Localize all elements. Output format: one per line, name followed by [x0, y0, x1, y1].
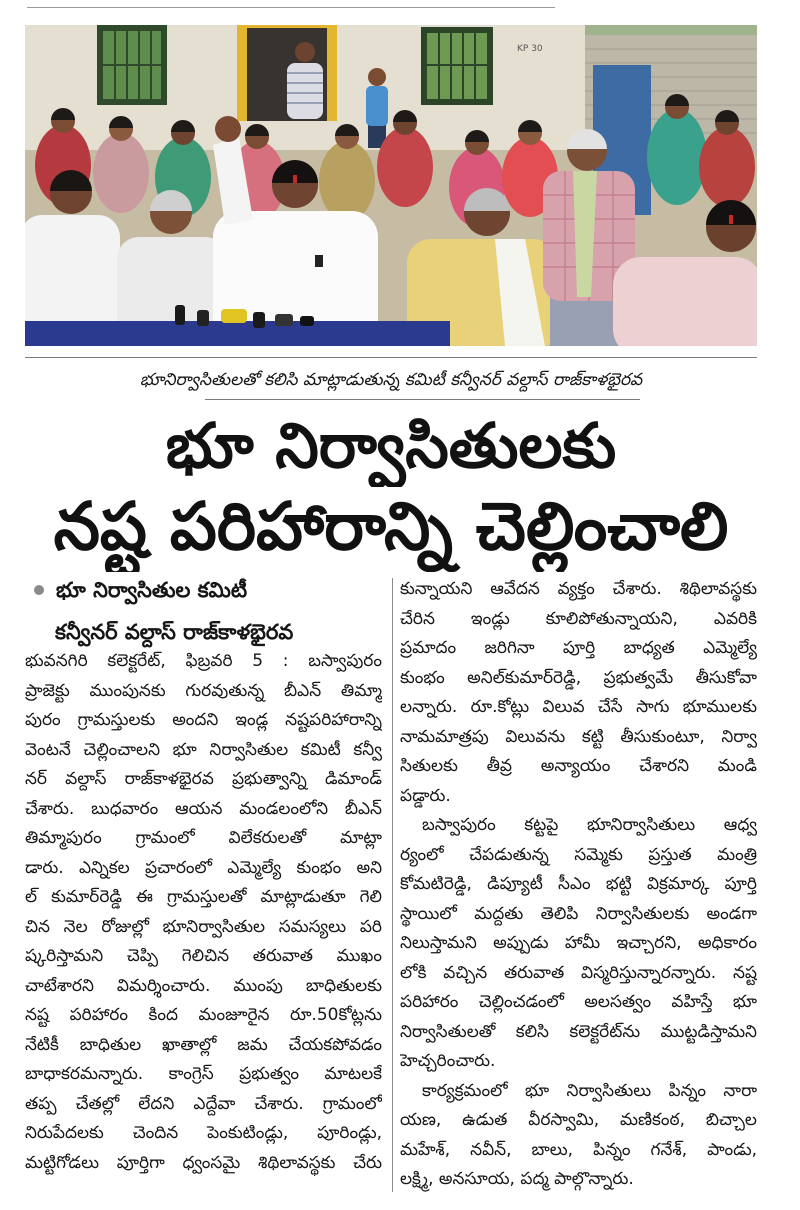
article-text-line: లోకి వచ్చిన తరువాత విస్మరిస్తున్నారన్నారు. నష్ట: [400, 962, 757, 983]
article-text-line: సితులకు తీవ్ర అన్యాయం చేశారని మండి: [400, 756, 757, 776]
article-text-line: స్థాయిలో మద్దతు తెలిపి నిర్వాసితులకు అండగా: [400, 903, 757, 924]
article-text-line: నిలుస్తామని అప్పుడు హామీ ఇచ్చారని, అధికారం: [400, 933, 757, 953]
article-text-line: ప్రమాదం జరిగినా పూర్తి బాధ్యత ఎమ్మెల్యే: [400, 638, 757, 658]
article-text-line: లన్నారు. రూ.కోట్లు విలువ చేసే సాగు భూములకు: [400, 697, 757, 717]
article-text-line: కుంభం అనిల్‌కుమార్‌రెడ్డి, ప్రభుత్వమే తీసుకోవా: [400, 667, 757, 688]
top-rule: [27, 7, 555, 8]
article-text-line: పడ్డారు.: [400, 785, 451, 806]
article-text-line: ల్ కుమార్‌రెడ్డి ఈ గ్రామస్తులతో మాట్లాడుతూ గెలి: [25, 887, 382, 907]
article-text-line: కార్యక్రమంలో భూ నిర్వాసితులు పిన్నం నారా: [422, 1080, 757, 1101]
article-text-line: వెంటనే చెల్లించాలని భూ నిర్వాసితుల కమిటీ కన్వీ: [25, 739, 382, 760]
article-text-line: ర్యంలో చేపడుతున్న సమ్మెకు ప్రస్తుత మంత్రి: [400, 844, 757, 865]
news-photo: [25, 25, 757, 346]
article-text-line: నిరుపేదలకు చెందిన పెంకుటిండ్లు, పూరిండ్లు,: [25, 1123, 382, 1143]
subheadline-line-1: [30, 574, 385, 606]
article-text-line: లక్ష్మి, అనసూయ, పద్మ పాల్గొన్నారు.: [400, 1169, 634, 1189]
article-text-line: భువనగిరి కలెక్టరేట్, ఫిబ్రవరి 5 : బస్వాపురం: [25, 651, 382, 671]
headline-line-2: నష్ట పరిహారాన్ని చెల్లించాలి: [53, 488, 729, 565]
bullet-icon: [34, 585, 44, 595]
article-paragraph: [400, 811, 757, 1077]
article-text-line: చిన నెల రోజుల్లో భూనిర్వాసితుల సమస్యలు పరి: [25, 916, 382, 937]
article-text-line: తిమ్మాపురం గ్రామంలో విలేకరులతో మాట్లా: [25, 828, 382, 848]
press-table: [25, 321, 450, 346]
article-text-line: బస్వాపురం కట్టపై భూనిర్వాసితులు ఆధ్వ: [422, 815, 757, 835]
caption-rule: [25, 357, 757, 358]
article-paragraph: [25, 647, 382, 1178]
article-text-line: మట్టిగోడలు పూర్తిగా ధ్వంసమై శిథిలావస్థకు చేరు: [25, 1152, 382, 1173]
article-text-line: నిర్వాసితులతో కలిసి కలెక్టరేట్‌ను ముట్టడిస్తామని: [400, 1021, 757, 1042]
article-text-line: నర్ వల్దాస్ రాజ్‌కాళభైరవ ప్రభుత్వాన్ని డిమాండ్: [25, 769, 382, 789]
headline-line-1: భూ నిర్వాసితులకు: [165, 409, 617, 482]
column-divider: [392, 578, 393, 1192]
article-text-line: యణ, ఉడుత వీరస్వామి, మణికంఠ, బిచ్చాల: [400, 1110, 757, 1130]
article-text-line: చాటేశారని విమర్శించారు. ముంపు బాధితులకు: [25, 975, 382, 996]
photo-caption: భూనిర్వాసితులతో కలిసి మాట్లాడుతున్న కమిటీ కన్వీనర్ వల్దాస్ రాజ్‌కాళభైరవ: [139, 370, 643, 390]
wall-marking: KP 30: [517, 44, 543, 54]
article-right-column: [400, 575, 757, 1195]
article-text-line: ప్రాజెక్టు ముంపునకు గురవుతున్న బీఎన్ తిమ్మా: [25, 680, 382, 701]
building-window: [97, 25, 167, 105]
article-paragraph: [400, 575, 757, 811]
caption-rule: [205, 399, 640, 400]
article-paragraph: [400, 1077, 757, 1195]
article-text-line: ష్కరిస్తామని చెప్పి గెలిచిన తరువాత ముఖం: [25, 946, 382, 966]
article-text-line: నామమాత్రపు విలువను కట్టి తీసుకుంటూ, నిర్వా: [400, 726, 757, 747]
article-text-line: మహేశ్, నవీన్, బాలు, పిన్నం గనేశ్, పాండు,: [400, 1139, 757, 1160]
article-text-line: చేరిన ఇండ్లు కూలిపోతున్నాయని, ఎవరికి: [400, 608, 757, 629]
standing-boy: [366, 68, 388, 148]
article-text-line: హెచ్చరించారు.: [400, 1051, 496, 1071]
article-text-line: పరిహారం చెల్లించడంలో అలసత్వం వహిస్తే భూ: [400, 992, 757, 1012]
article-text-line: కున్నాయని ఆవేదన వ్యక్తం చేశారు. శిథిలావస్థకు: [400, 579, 757, 599]
article-left-column: [25, 647, 382, 1178]
article-text-line: డారు. ఎన్నికల ప్రచారంలో ఎమ్మెల్యే కుంభం అని: [25, 857, 382, 878]
article-text-line: తప్ప చేతల్లో లేదని ఎద్దేవా చేశారు. గ్రామంలో: [25, 1093, 382, 1114]
subheadline-line-2: కన్వీనర్ వల్దాస్ రాజ్‌కాళభైరవ: [55, 620, 294, 644]
building-window: [421, 27, 493, 105]
article-text-line: బాధాకరమన్నారు. కాంగ్రెస్ ప్రభుత్వం మాటలకే: [25, 1064, 382, 1084]
article-text-line: నేటికీ బాధితుల ఖాతాల్లో జమ చేయకపోవడం: [25, 1034, 382, 1055]
article-text-line: పురం గ్రామస్తులకు అందని ఇండ్ల నష్టపరిహారాన్ని: [25, 710, 382, 730]
article-text-line: చేశారు. బుధవారం ఆయన మండలంలోని బీఎన్: [25, 798, 382, 819]
article-text-line: కోమటిరెడ్డి, డిప్యూటీ సీఎం భట్టి విక్రమార్క పూర్తి: [400, 874, 757, 894]
article-text-line: నష్ట పరిహారం కింద మంజూరైన రూ.50కోట్లను: [25, 1005, 382, 1025]
subheadline-text: భూ నిర్వాసితుల కమిటీ: [56, 578, 248, 602]
